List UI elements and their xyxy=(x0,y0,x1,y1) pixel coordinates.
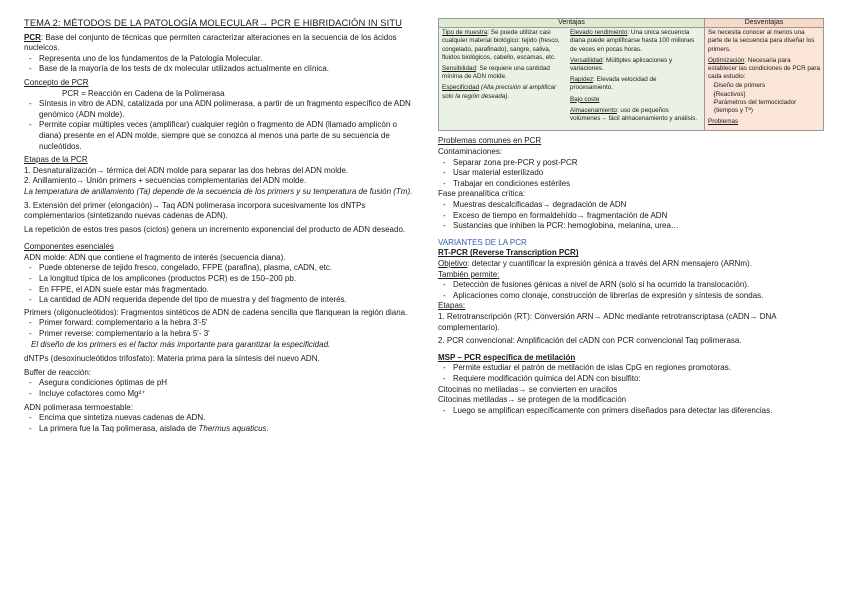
elev-text: : Una única secuencia diana puede amplificarse hasta 100 millones de veces en pocas horas. xyxy=(570,29,695,53)
pcr-definition xyxy=(24,33,419,54)
polimerasa-item2-suffix: . xyxy=(266,423,269,433)
opt-text: : Necesaria para establecer las condiciones de PCR para cada estudio: xyxy=(708,56,821,81)
species-name: Thermus aquaticus xyxy=(198,423,267,433)
rt-step-1: 1. Retrotranscripción (RT): Conversión ARN→ ADNc mediante retrotranscriptasa (cADN→ DNA complementario). xyxy=(438,311,777,332)
list-item: - Requiere modificación química del ADN con bisulfito: xyxy=(438,374,824,385)
objetivo-label: Objetivo xyxy=(438,258,468,268)
objetivo-text xyxy=(438,259,824,270)
list-item: - La longitud típica de los amplicones (productos PCR) es de 150–200 pb. xyxy=(24,274,419,285)
contaminaciones-list xyxy=(438,158,824,190)
list-item: - Síntesis in vitro de ADN, catalizada por una ADN polimerasa, a partir de un fragmento específico de ADN genómico (ADN molde). xyxy=(24,99,419,120)
alm-text: : uso de pequeños volúmenes→ fácil almacenamiento y análisis. xyxy=(570,106,698,123)
header-ventajas: Ventajas xyxy=(439,19,705,28)
etapas-heading: Etapas de la PCR xyxy=(24,155,88,165)
list-item: - Luego se amplifican específicamente con primers diseñados para detectar las diferencias. xyxy=(438,406,824,417)
list-item xyxy=(24,424,419,435)
adn-molde: ADN molde: ADN que contiene el fragmento de interés (secuencia diana). xyxy=(24,252,286,262)
ventajas-col-b xyxy=(567,28,705,131)
opt-label: Optimización xyxy=(708,56,745,64)
adn-molde-list xyxy=(24,263,419,305)
rap-label: Rapidez xyxy=(570,76,594,84)
citosinas-1: Citocinas no metiladas→ se convierten en uracilos xyxy=(438,384,618,394)
list-item: - Incluye cofactores como Mg²⁺ xyxy=(24,389,419,400)
etapa-2: 2. Anillamiento→ Unión primers + secuencias complementarias del ADN molde. xyxy=(24,176,307,186)
citosinas-2: Citocinas metiladas→ se protegen de la modificación xyxy=(438,395,627,405)
polimerasa-text: ADN polimerasa termoestable: xyxy=(24,402,133,412)
etapas-label: Etapas: xyxy=(438,301,466,311)
list-item: - Primer forward: complementario a la hebra 3'-5' xyxy=(24,318,419,329)
alm-label: Almacenamiento xyxy=(570,106,617,114)
list-item: - Exceso de tiempo en formaldehído→ fragmentación de ADN xyxy=(438,211,824,222)
list-item: - Primer reverse: complementario a la hebra 5'- 3' xyxy=(24,329,419,340)
sens-label: Sensibilidad xyxy=(442,65,476,73)
rap-text: : Elevada velocidad de procesamiento. xyxy=(570,76,657,92)
concepto-heading: Concepto de PCR xyxy=(24,77,89,87)
vers-label: Versatilidad xyxy=(570,56,603,64)
desventajas-col xyxy=(705,28,824,131)
list-item: - Base de la mayoría de los tests de dx molecular utilizados actualmente en clínica. xyxy=(24,64,419,75)
tambien-label: También permite: xyxy=(438,269,500,279)
rt-step-2: 2. PCR convencional: Amplificación del cADN con PCR convencional Taq polimerasa. xyxy=(438,336,742,346)
contaminaciones-label: Contaminaciones: xyxy=(438,147,503,157)
etapa-1: 1. Desnaturalización→ térmica del ADN molde para separar las dos hebras del ADN molde. xyxy=(24,165,349,175)
list-item: - Asegura condiciones óptimas de pH xyxy=(24,378,419,389)
fase-list xyxy=(438,200,824,232)
sens-text: : Se requiere una cantidad mínima de ADN molde. xyxy=(442,65,550,81)
fase-label: Fase preanalítica crítica: xyxy=(438,189,526,199)
list-item: - Parámetros del termociclador (tiempos y Tª) xyxy=(708,99,820,115)
list-item: - Detección de fusiones génicas a nivel de ARN (solo si ha ocurrido la translocación). xyxy=(438,280,824,291)
list-item: - [Reactivos] xyxy=(708,91,820,99)
list-item: - Muestras descalcificadas→ degradación de ADN xyxy=(438,200,824,211)
list-item: - Permite copiar múltiples veces (amplificar) cualquier región o fragmento de ADN (llamado amplicón o diana) presente en el ADN molde, siempre que se conozca al menos una parte de su secuencia de nucleótidos. xyxy=(24,120,419,152)
componentes-heading: Componentes esenciales xyxy=(24,242,114,252)
page-title: TEMA 2: MÉTODOS DE LA PATOLOGÍA MOLECULAR→ PCR E HIBRIDACIÓN IN SITU xyxy=(24,17,403,28)
ventajas-desventajas-table xyxy=(438,18,824,131)
pcr-label: PCR xyxy=(24,32,41,42)
rtpcr-heading: RT-PCR (Reverse Transcription PCR) xyxy=(438,248,579,258)
etapa-3: 3. Extensión del primer (elongación)→ Taq ADN polimerasa incorpora sucesivamente los dNTPs complementarios (sintetizando nuevas cadenas de ADN). xyxy=(24,200,366,221)
list-item: - Separar zona pre-PCR y post-PCR xyxy=(438,158,824,169)
esp-label: Especificidad xyxy=(442,84,480,92)
list-item: - Encima que sintetiza nuevas cadenas de ADN. xyxy=(24,413,419,424)
bajo-label: Bajo coste xyxy=(570,95,600,103)
list-item: - En FFPE, el ADN suele estar más fragmentado. xyxy=(24,285,419,296)
msp-last-list xyxy=(438,406,824,417)
primers-note: El diseño de los primers es el factor más importante para garantizar la especificidad. xyxy=(31,339,331,349)
list-item: - La cantidad de ADN requerida depende del tipo de muestra y del fragmento de interés. xyxy=(24,295,419,306)
problemas-heading: Problemas comunes en PCR xyxy=(438,136,542,146)
list-item: - Aplicaciones como clonaje, construcción de librerías de expresión y síntesis de sondas. xyxy=(438,291,824,302)
msp-heading: MSP – PCR específica de metilación xyxy=(438,352,576,362)
polimerasa-item2-prefix: La primera fue la Taq polimerasa, aislada de xyxy=(39,423,199,433)
list-item: - Diseño de primers xyxy=(708,82,820,90)
repeticion-text: La repetición de estos tres pasos (ciclos) genera un incremento exponencial del producto de ADN deseado. xyxy=(24,224,406,234)
primers-list xyxy=(24,318,419,339)
list-item: - Usar material esterilizado xyxy=(438,168,824,179)
desventaja-1: Se necesita conocer al menos una parte de la secuencia para diseñar los primers. xyxy=(708,29,815,53)
buffer-list xyxy=(24,378,419,399)
opt-list xyxy=(708,82,820,115)
vers-text: : Múltiples aplicaciones y variaciones. xyxy=(570,56,673,73)
list-item: - Puede obtenerse de tejido fresco, congelado, FFPE (parafina), plasma, cADN, etc. xyxy=(24,263,419,274)
concepto-center: PCR = Reacción en Cadena de la Polimerasa xyxy=(62,88,225,98)
pcr-list xyxy=(24,54,419,75)
variantes-heading: VARIANTES DE LA PCR xyxy=(438,237,527,247)
ventajas-col-a xyxy=(439,28,568,131)
right-column xyxy=(438,18,824,416)
elev-label: Elevado rendimiento xyxy=(570,29,628,37)
pcr-def-text: : Base del conjunto de técnicas que permiten caracterizar alteraciones en la secuencia de los ácidos nucleicos. xyxy=(24,32,397,53)
prob-label: Problemas xyxy=(708,118,739,126)
list-item: - Sustancias que inhiben la PCR: hemoglobina, melanina, urea… xyxy=(438,221,824,232)
objetivo-body: : detectar y cuantificar la expresión génica a través del ARN mensajero (ARNm). xyxy=(467,258,752,268)
list-item: - Representa uno de los fundamentos de la Patología Molecular. xyxy=(24,54,419,65)
etapa-2-note: La temperatura de anillamiento (Ta) depende de la secuencia de los primers y su temperatura de fusión (Tm). xyxy=(24,186,413,196)
left-column xyxy=(24,18,419,434)
concepto-list xyxy=(24,99,419,152)
buffer-text: Buffer de reacción: xyxy=(24,367,92,377)
tipo-label: Tipo de muestra xyxy=(442,29,488,37)
tipo-text: : Se puede utilizar casi cualquier material biológico: tejido (fresco, congelado, parafinado), sangre, saliva, fluidos biológicos, cabello, escamas, etc. xyxy=(442,29,560,61)
header-desventajas: Desventajas xyxy=(705,19,824,28)
tambien-list xyxy=(438,280,824,301)
msp-list xyxy=(438,363,824,384)
dntps-text: dNTPs (desoxinucleótidos trifosfato): Materia prima para la síntesis del nuevo ADN. xyxy=(24,354,320,364)
primers-text: Primers (oligonucleótidos): Fragmentos sintéticos de ADN de cadena sencilla que flanquean la región diana. xyxy=(24,307,408,317)
polimerasa-list xyxy=(24,413,419,434)
list-item: - Permite estudiar el patrón de metilación de islas CpG en regiones promotoras. xyxy=(438,363,824,374)
list-item: - Trabajar en condiciones estériles xyxy=(438,179,824,190)
esp-text: (Alta precisión al amplificar solo la región deseada). xyxy=(442,84,557,100)
